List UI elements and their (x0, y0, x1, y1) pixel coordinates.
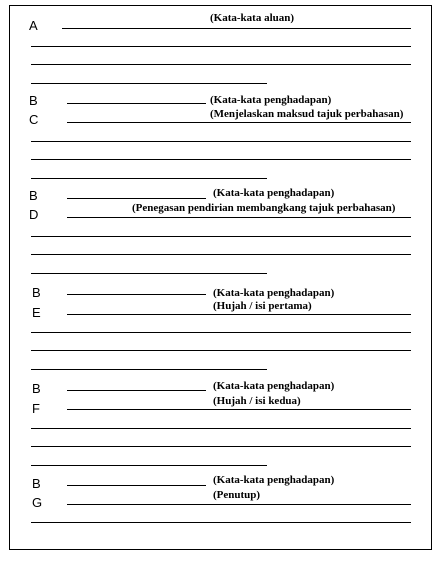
section-letter-c: C (29, 112, 39, 127)
answer-line[interactable] (67, 122, 411, 123)
section-letter-d: D (29, 207, 39, 222)
answer-line[interactable] (67, 103, 206, 104)
cue-penutup: (Penutup) (213, 489, 261, 501)
cue-kata-penghadapan: (Kata-kata penghadapan) (210, 94, 332, 106)
section-letter-b: B (32, 381, 41, 396)
cue-kata-penghadapan: (Kata-kata penghadapan) (213, 380, 335, 392)
section-letter-e: E (32, 305, 41, 320)
answer-line[interactable] (31, 159, 411, 160)
answer-line[interactable] (31, 428, 411, 429)
section-letter-f: F (32, 401, 40, 416)
answer-line[interactable] (67, 390, 206, 391)
section-letter-g: G (32, 495, 43, 510)
cue-kata-penghadapan: (Kata-kata penghadapan) (213, 187, 335, 199)
answer-line[interactable] (67, 409, 411, 410)
section-letter-b: B (29, 93, 38, 108)
answer-line[interactable] (31, 178, 267, 179)
answer-line[interactable] (67, 504, 411, 505)
answer-line[interactable] (31, 350, 411, 351)
answer-line[interactable] (67, 314, 411, 315)
answer-line[interactable] (31, 465, 267, 466)
answer-line[interactable] (31, 236, 411, 237)
answer-line[interactable] (31, 64, 411, 65)
cue-hujah-pertama: (Hujah / isi pertama) (213, 300, 312, 312)
answer-line[interactable] (31, 446, 411, 447)
answer-line[interactable] (31, 332, 411, 333)
section-letter-b: B (29, 188, 38, 203)
cue-kata-penghadapan: (Kata-kata penghadapan) (213, 287, 335, 299)
cue-kata-penghadapan: (Kata-kata penghadapan) (213, 474, 335, 486)
answer-line[interactable] (31, 522, 411, 523)
answer-line[interactable] (31, 141, 411, 142)
section-letter-b: B (32, 285, 41, 300)
answer-line[interactable] (67, 294, 206, 295)
section-letter-b: B (32, 476, 41, 491)
answer-line[interactable] (67, 485, 206, 486)
answer-line[interactable] (62, 28, 411, 29)
worksheet-frame (9, 5, 432, 550)
answer-line[interactable] (67, 198, 206, 199)
cue-hujah-kedua: (Hujah / isi kedua) (213, 395, 301, 407)
section-letter-a: A (29, 18, 38, 33)
cue-menjelaskan-maksud: (Menjelaskan maksud tajuk perbahasan) (210, 108, 404, 120)
answer-line[interactable] (31, 46, 411, 47)
answer-line[interactable] (31, 369, 267, 370)
answer-line[interactable] (31, 273, 267, 274)
answer-line[interactable] (31, 254, 411, 255)
cue-penegasan-pendirian: (Penegasan pendirian membangkang tajuk perbahasan) (132, 202, 396, 214)
answer-line[interactable] (67, 217, 411, 218)
answer-line[interactable] (31, 83, 267, 84)
cue-kata-aluan: (Kata-kata aluan) (210, 12, 295, 24)
